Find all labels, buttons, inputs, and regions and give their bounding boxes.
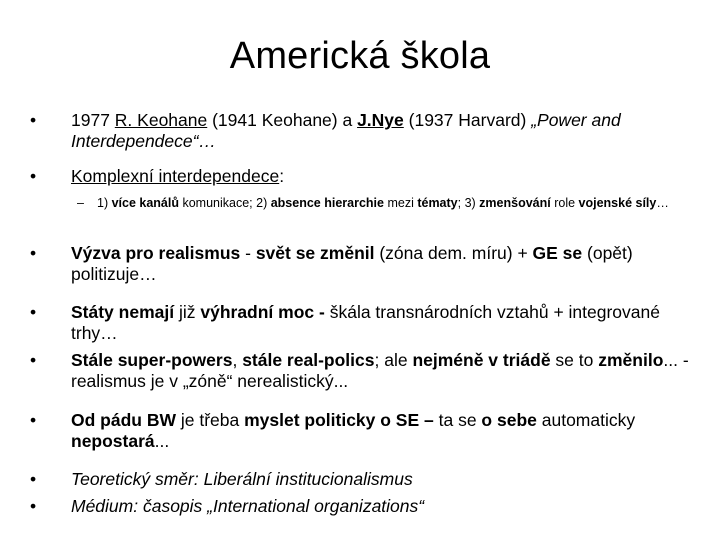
bullet-marker: • [30, 410, 37, 430]
bullet-item-states-power [30, 302, 690, 344]
author-nye: J.Nye [357, 110, 404, 130]
bullet-text: Od pádu BW je třeba myslet politicky o SE – ta se o sebe automaticky nepostará... [71, 410, 636, 451]
bullet-marker: • [30, 243, 37, 263]
bullet-item-theory [30, 469, 690, 490]
bullet-item-bretton-woods [30, 410, 690, 452]
book-title: „Power and Interdependece“… [71, 110, 621, 151]
bullet-text: Médium: časopis „International organizations“ [71, 496, 425, 516]
bullet-marker: • [30, 110, 37, 130]
bullet-text: Státy nemají již výhradní moc - škála transnárodních vztahů + integrované trhy… [71, 302, 660, 343]
bullet-text: Stále super-powers, stále real-polics; ale nejméně v triádě se to změnilo... - realismus je v „zóně“ nerealistický... [71, 350, 689, 391]
bullet-item-realism-challenge [30, 243, 690, 285]
author-keohane: R. Keohane [114, 110, 208, 130]
sub-item-characteristics [77, 195, 677, 211]
bullet-marker: • [30, 469, 37, 489]
dash-marker: – [77, 196, 84, 210]
bullet-item-journal [30, 496, 690, 517]
bullet-text: 1977 R. Keohane (1941 Keohane) a J.Nye (1937 Harvard) „Power and Interdependece“… [71, 110, 621, 151]
term-complex-interdependence: Komplexní interdependece [71, 166, 280, 186]
bullet-marker: • [30, 350, 37, 370]
bullet-marker: • [30, 166, 37, 186]
bullet-item-super-powers [30, 350, 690, 392]
bullet-text: Výzva pro realismus - svět se změnil (zóna dem. míru) + GE se (opět) politizuje… [71, 243, 633, 284]
bullet-item-complex-interdependence [30, 166, 690, 187]
bullet-text: Komplexní interdependece: [71, 166, 285, 186]
bullet-marker: • [30, 496, 37, 516]
bullet-text: Teoretický směr: Liberální institucionalismus [71, 469, 413, 489]
bullet-marker: • [30, 302, 37, 322]
bullet-item-keohane-nye [30, 110, 690, 152]
slide-title: Americká škola [229, 35, 491, 77]
sub-item-text: 1) více kanálů komunikace; 2) absence hierarchie mezi tématy; 3) zmenšování role vojenské síly… [97, 196, 669, 210]
